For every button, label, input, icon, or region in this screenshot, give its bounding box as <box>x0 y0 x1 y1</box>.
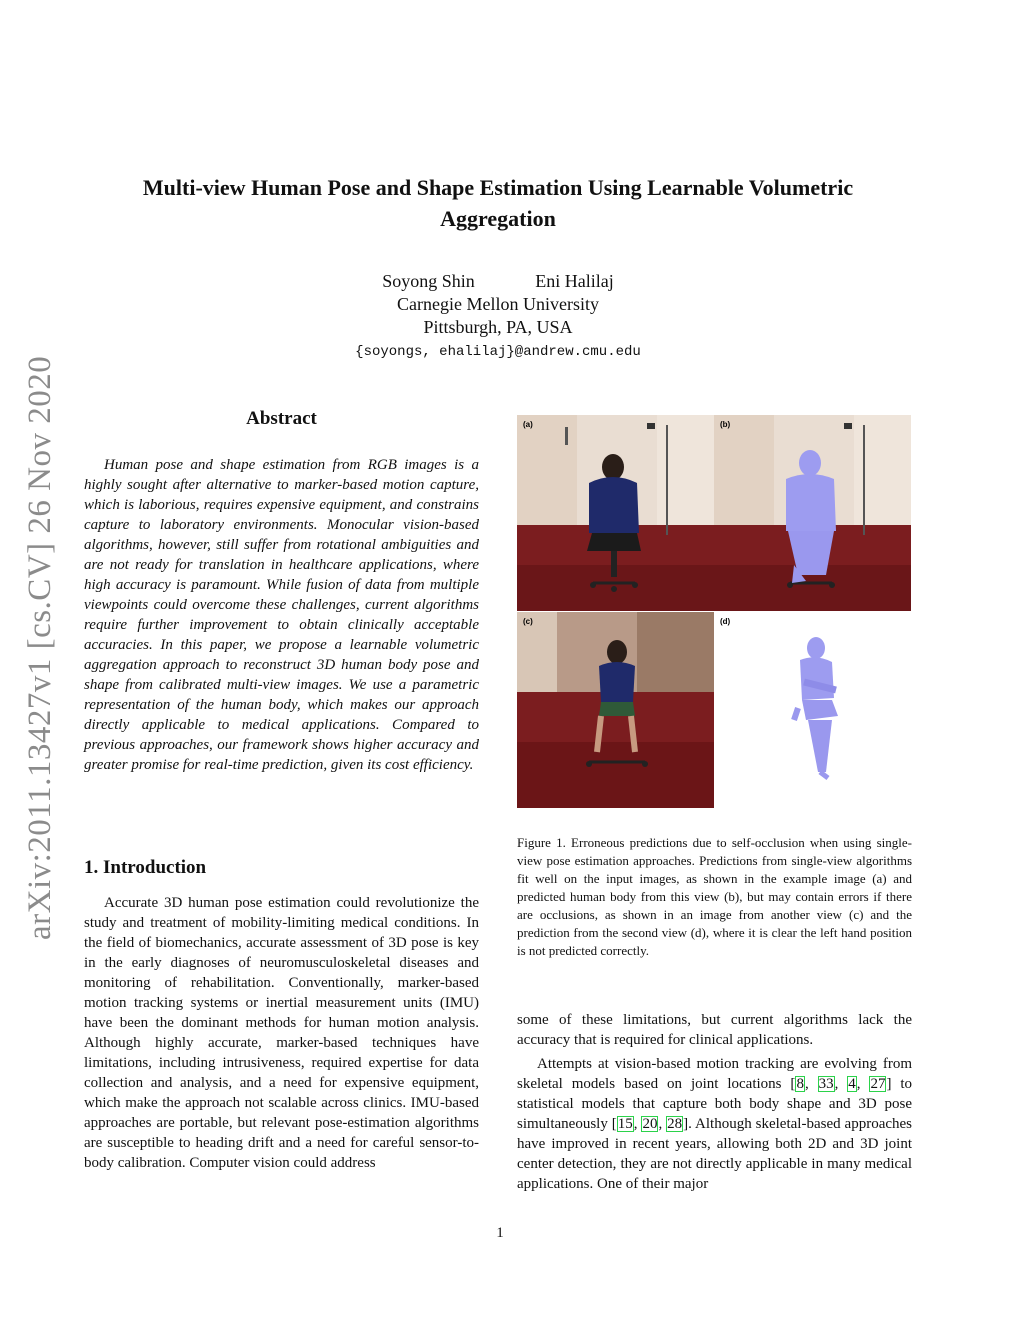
figure-panel-b <box>714 415 911 611</box>
arxiv-stamp: arXiv:2011.13427v1 [cs.CV] 26 Nov 2020 <box>22 355 58 940</box>
panel-label-d: (d) <box>720 617 731 626</box>
panel-label-a: (a) <box>523 420 533 429</box>
abstract-heading: Abstract <box>246 408 317 429</box>
panel-label-c: (c) <box>523 617 533 626</box>
affiliation: Carnegie Mellon University <box>397 294 599 314</box>
author-name: Soyong Shin <box>382 271 475 291</box>
mesh-image <box>714 612 911 808</box>
citation-link[interactable]: 8 <box>796 1076 804 1092</box>
paragraph-text: ] to statistical models that capture both body shape and 3D pose simultaneously [ <box>517 1076 913 1132</box>
figure-panel-d <box>714 612 911 808</box>
author-block <box>300 270 696 364</box>
figure-panel-a <box>517 415 714 611</box>
photo-image <box>517 612 714 808</box>
page-number: 1 <box>496 1225 504 1241</box>
paper-title: Multi-view Human Pose and Shape Estimation Using Learnable Volumetric Aggregation <box>142 175 854 231</box>
location: Pittsburgh, PA, USA <box>423 317 573 337</box>
citation-link[interactable]: 33 <box>818 1076 834 1092</box>
paragraph-text: ]. Although skeletal-based approaches have improved in recent years, allowing both 2D and 3D joint center detection, they are not directly applicable in many medical applications. One of their major <box>517 1116 913 1192</box>
citation-link[interactable]: 27 <box>870 1076 886 1092</box>
abstract-text: Human pose and shape estimation from RGB images is a highly sought after alternative to marker-based motion capture, which is laborious, requires expensive equipment, and constrains capture to laboratory environments. Monocular vision-based algorithms, however, still suffer from rotational ambiguities and are not ready for translation in healthcare applications, where high accuracy is paramount. While fusion of data from multiple viewpoints could overcome these challenges, current algorithms require further improvement to obtain clinically acceptable accuracies. In this paper, we propose a learnable volumetric aggregation approach to reconstruct 3D human body pose and shape from calibrated multi-view images. We use a parametric representation of the human body, which makes our approach directly applicable to medical applications. Compared to previous approaches, our framework shows higher accuracy and greater promise for real-time prediction, given its cost efficiency. <box>84 457 479 773</box>
photo-image <box>517 415 714 611</box>
photo-image <box>714 415 911 611</box>
email: {soyongs, ehalilaj}@andrew.cmu.edu <box>355 344 641 360</box>
right-column-paragraph: some of these limitations, but current algorithms lack the accuracy that is required for clinical applications. <box>517 1012 912 1048</box>
right-column-paragraph-2: Attempts at vision-based motion tracking are evolving from skeletal models based on joint locations [8, 33, 4, 27] to statistical models that capture both body shape and 3D pose simultaneously [15, 20, 28]. Although skeletal-based approaches have improved in recent years, allowing both 2D and 3D joint center detection, they are not directly applicable in many medical applications. One of their major <box>517 1056 913 1192</box>
author-names <box>300 270 696 293</box>
introduction-text: Accurate 3D human pose estimation could revolutionize the study and treatment of mobility-limiting medical conditions. In the field of biomechanics, accurate assessment of 3D pose is key in the early diagnoses of neuromusculoskeletal diseases and monitoring of rehabilitation. Conventionally, marker-based motion tracking systems or inertial measurement units (IMU) have been the dominant methods for human motion analysis. Although highly accurate, marker-based techniques have limitations, including intrusiveness, required expertise for data collection and analysis, and a need for expensive equipment, which make the approach not scalable across clinics. IMU-based approaches are portable, but relevant pose-estimation algorithms are susceptible to heading drift and a need for careful sensor-to-body calibration. Computer vision could address <box>84 895 479 1171</box>
citation-link[interactable]: 28 <box>667 1116 683 1132</box>
citation-link[interactable]: 20 <box>642 1116 658 1132</box>
paragraph-text: Attempts at vision-based motion tracking are evolving from skeletal models based on joint locations [ <box>517 1056 912 1092</box>
citation-link[interactable]: 4 <box>848 1076 856 1092</box>
citation-link[interactable]: 15 <box>617 1116 633 1132</box>
author-name: Eni Halilaj <box>535 271 614 291</box>
figure-caption: Figure 1. Erroneous predictions due to self-occlusion when using single-view pose estimation approaches. Predictions from single-view algorithms fit well on the input images, as shown in the example image (a) and predicted human body from this view (b), but may contain errors if there are occlusions, as shown in an image from another view (c) and the prediction from the second view (d), where it is clear the left hand position is not predicted correctly. <box>517 835 912 958</box>
introduction-heading: 1. Introduction <box>84 857 207 878</box>
panel-label-b: (b) <box>720 420 731 429</box>
figure-panel-c <box>517 612 714 808</box>
